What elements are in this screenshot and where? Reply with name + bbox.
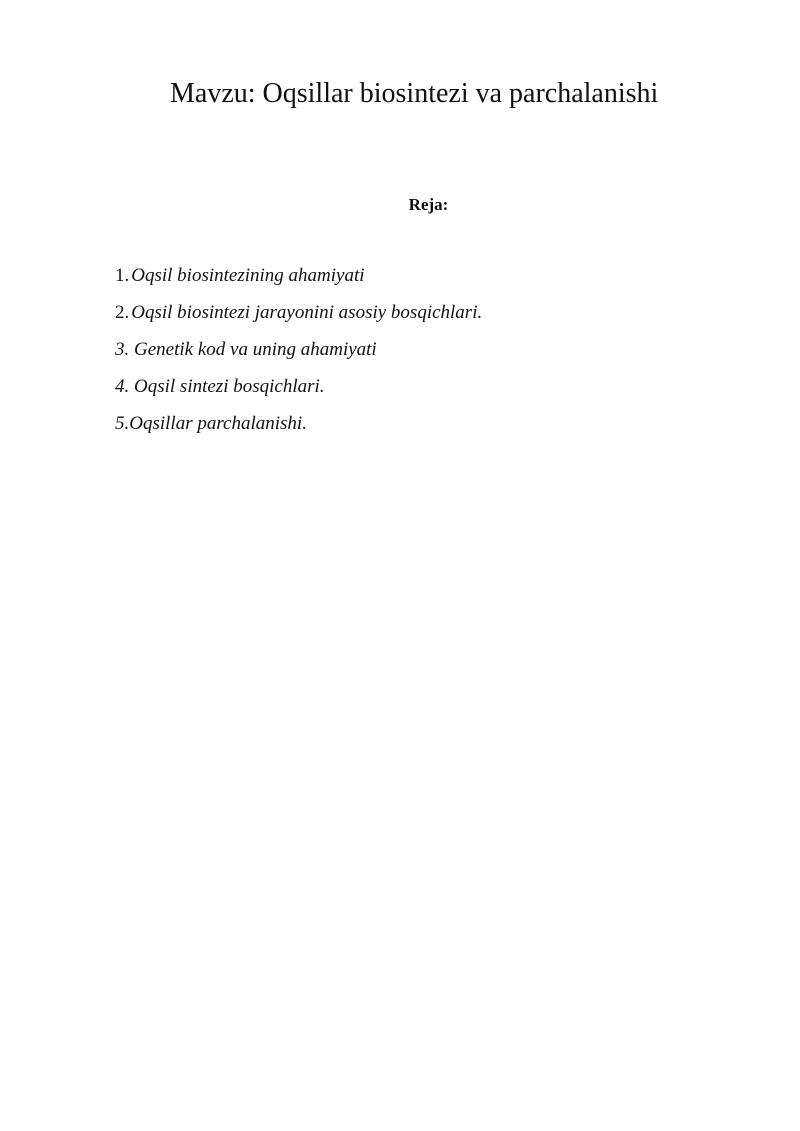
- plan-item-2: [115, 294, 482, 331]
- plan-item-number: 4.: [115, 376, 134, 397]
- plan-item-text: Oqsil biosintezining ahamiyati: [131, 265, 365, 286]
- plan-item-5: [115, 405, 482, 442]
- plan-item-number: 5.: [115, 413, 130, 434]
- document-title: Mavzu: Oqsillar biosintezi va parchalanishi: [170, 78, 659, 109]
- plan-item-number: 2.: [115, 302, 130, 323]
- plan-item-number: 1.: [115, 265, 130, 286]
- plan-item-text: Oqsil biosintezi jarayonini asosiy bosqichlari.: [131, 302, 483, 323]
- plan-item-4: [115, 368, 482, 405]
- plan-item-text: Oqsillar parchalanishi.: [129, 413, 307, 434]
- plan-item-1: [115, 257, 482, 294]
- plan-item-text: Oqsil sintezi bosqichlari.: [134, 376, 325, 397]
- plan-item-3: [115, 331, 482, 368]
- plan-item-number: 3.: [115, 339, 134, 360]
- plan-item-text: Genetik kod va uning ahamiyati: [134, 339, 377, 360]
- plan-list: [115, 257, 482, 442]
- plan-heading: Reja:: [408, 195, 449, 214]
